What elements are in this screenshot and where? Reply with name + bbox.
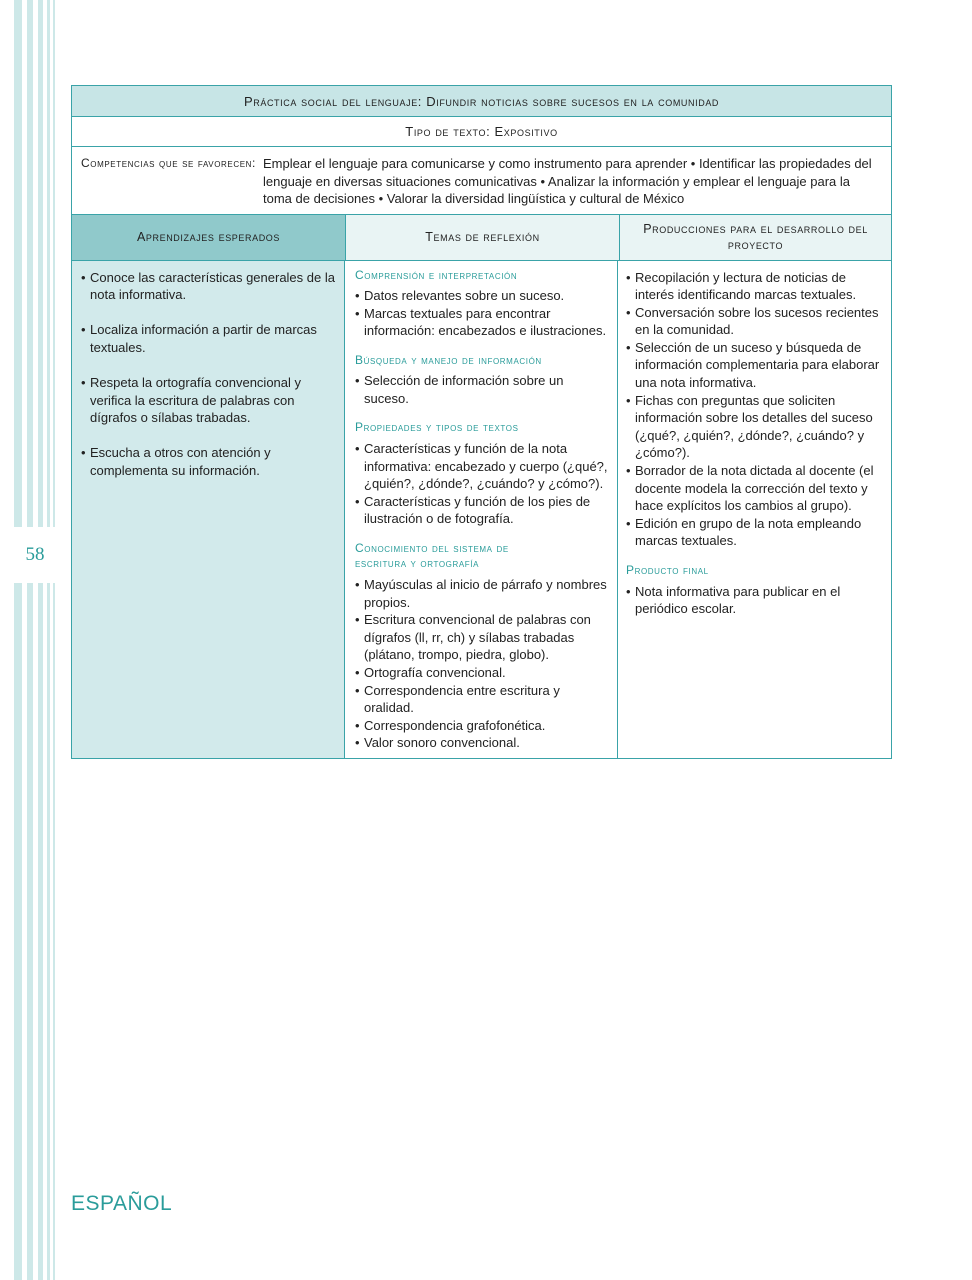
competencies-text: Emplear el lenguaje para comunicarse y como instrumento para aprender • Identificar las propiedades del lenguaje en diversas situaciones comunicativas • Analizar la información y emplear el lenguaje para la toma de decisiones • Valorar la diversidad lingüística y cultural de México <box>263 156 872 206</box>
curriculum-table <box>71 85 892 759</box>
section-title: Producto final <box>626 563 709 577</box>
list-item: • Borrador de la nota dictada al docente (el docente modela la corrección del texto y hace explícitos los cambios al grupo). <box>626 463 874 514</box>
text-type: Tipo de texto: Expositivo <box>405 124 558 139</box>
list-item: • Nota informativa para publicar en el periódico escolar. <box>626 583 841 617</box>
list-item: • Conoce las características generales de la nota informativa. <box>81 269 335 303</box>
text-type-row <box>72 117 891 147</box>
header-producciones-label: Producciones para el desarrollo del proyecto <box>643 222 868 252</box>
list-item: • Escucha a otros con atención y complementa su información. <box>81 445 271 479</box>
section-title: Conocimiento del sistema de escritura y ortografía <box>355 540 509 571</box>
margin-stripe <box>27 0 33 1280</box>
subject-title: ESPAÑOL <box>71 1192 173 1215</box>
list-item: • Correspondencia entre escritura y oralidad. <box>355 682 560 716</box>
page-number-box <box>10 527 60 583</box>
margin-stripe <box>38 0 43 1280</box>
list-item: • Datos relevantes sobre un suceso. <box>355 288 565 303</box>
table-body <box>72 261 891 758</box>
section-title: Búsqueda y manejo de información <box>355 352 542 367</box>
page-number: 58 <box>25 544 45 565</box>
header-producciones <box>620 215 891 260</box>
list-item: • Valor sonoro convencional. <box>355 735 520 751</box>
list-item: • Mayúsculas al inicio de párrafo y nombres propios. <box>355 576 607 610</box>
list-item: • Edición en grupo de la nota empleando marcas textuales. <box>626 515 862 549</box>
list-item: • Selección de información sobre un suceso. <box>355 373 564 406</box>
list-item: • Conversación sobre los sucesos recientes en la comunidad. <box>626 304 879 338</box>
list-item: • Fichas con preguntas que soliciten información sobre los detalles del suceso (¿qué?, ¿quién?, ¿dónde?, ¿cuándo? y ¿cómo?). <box>626 392 873 461</box>
list-item: • Características y función de la nota informativa: encabezado y cuerpo (¿qué?, ¿quién?, ¿dónde?, ¿cuándo? y ¿cómo?). <box>355 440 608 492</box>
list-item: • Recopilación y lectura de noticias de interés identificando marcas textuales. <box>626 269 857 303</box>
producciones-column <box>618 261 891 758</box>
list-item: • Respeta la ortografía convencional y verifica la escritura de palabras con dígrafos o sílabas trabadas. <box>81 375 302 426</box>
practice-title-row <box>72 86 891 117</box>
margin-stripe <box>53 0 55 1280</box>
header-aprendizajes: Aprendizajes esperados <box>72 215 346 260</box>
section-title: Propiedades y tipos de textos <box>355 420 519 435</box>
list-item: • Correspondencia grafofonética. <box>355 717 546 733</box>
competencies-row <box>72 147 891 215</box>
list-item: • Selección de un suceso y búsqueda de información complementaria para elaborar una nota informativa. <box>626 339 880 391</box>
list-item: • Marcas textuales para encontrar información: encabezados e ilustraciones. <box>355 305 607 339</box>
list-item: • Escritura convencional de palabras con dígrafos (ll, rr, ch) y sílabas trabadas (plátano, trompo, piedra, globo). <box>355 612 591 663</box>
margin-stripe <box>14 0 22 1280</box>
list-item: • Características y función de los pies de ilustración o de fotografía. <box>355 493 591 527</box>
list-item: • Ortografía convencional. <box>355 664 506 680</box>
section-title: Comprensión e interpretación <box>355 267 518 282</box>
list-item: • Localiza información a partir de marcas textuales. <box>81 322 317 355</box>
margin-stripe <box>47 0 50 1280</box>
practice-title: Práctica social del lenguaje: Difundir noticias sobre sucesos en la comunidad <box>243 93 720 109</box>
aprendizajes-column <box>72 261 345 758</box>
header-temas: Temas de reflexión <box>346 215 620 260</box>
competencies-label: Competencias que se favorecen: <box>81 156 256 170</box>
temas-column <box>345 261 618 758</box>
column-headers <box>72 215 891 261</box>
